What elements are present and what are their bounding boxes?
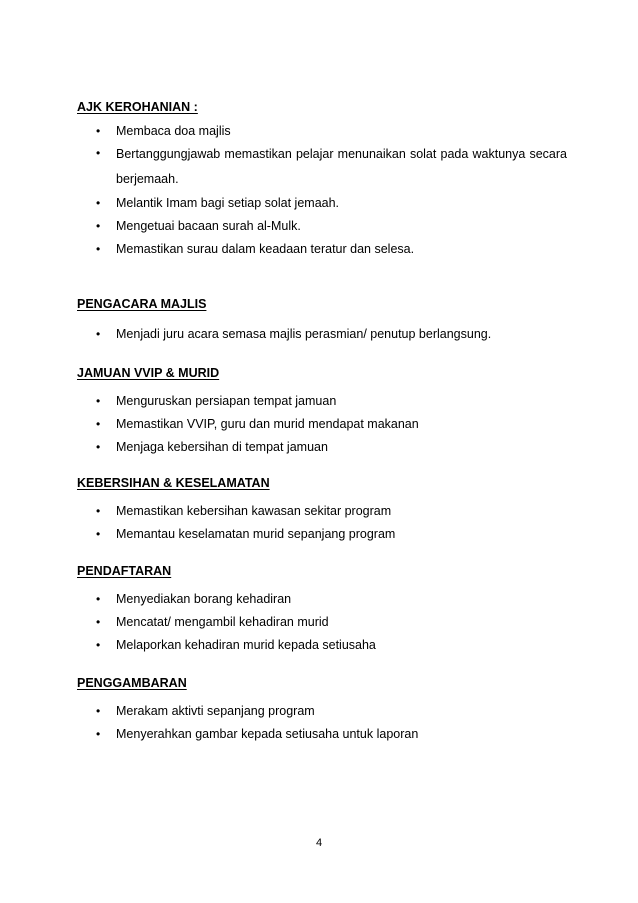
list-item-text: Menyediakan borang kehadiran bbox=[116, 592, 292, 606]
bullet-icon: • bbox=[96, 727, 101, 741]
bullet-icon: • bbox=[96, 146, 101, 160]
bullet-list bbox=[77, 700, 567, 746]
list-item bbox=[77, 723, 567, 746]
bullet-icon: • bbox=[96, 638, 101, 652]
section-heading: KEBERSIHAN & KESELAMATAN bbox=[77, 476, 270, 490]
bullet-icon: • bbox=[96, 440, 101, 454]
section-heading: JAMUAN VVIP & MURID bbox=[77, 366, 220, 380]
bullet-icon: • bbox=[96, 327, 101, 341]
list-item-text: Bertanggungjawab memastikan pelajar menunaikan solat pada waktunya secara berjemaah. bbox=[116, 147, 567, 186]
list-item-text: Membaca doa majlis bbox=[116, 124, 231, 138]
list-item-text: Mencatat/ mengambil kehadiran murid bbox=[116, 615, 329, 629]
section-penggambaran bbox=[77, 676, 567, 746]
list-item-text: Memantau keselamatan murid sepanjang program bbox=[116, 527, 396, 541]
bullet-icon: • bbox=[96, 592, 101, 606]
list-item-text: Mengetuai bacaan surah al-Mulk. bbox=[116, 219, 301, 233]
list-item bbox=[77, 215, 567, 238]
list-item-text: Memastikan surau dalam keadaan teratur dan selesa. bbox=[116, 242, 415, 256]
bullet-icon: • bbox=[96, 124, 101, 138]
list-item bbox=[77, 120, 567, 143]
section-kebersihan-keselamatan bbox=[77, 476, 567, 546]
list-item-text: Melaporkan kehadiran murid kepada setiusaha bbox=[116, 638, 376, 652]
list-item bbox=[77, 588, 567, 611]
bullet-icon: • bbox=[96, 527, 101, 541]
list-item-text: Menjadi juru acara semasa majlis perasmian/ penutup berlangsung. bbox=[116, 327, 492, 341]
bullet-icon: • bbox=[96, 504, 101, 518]
section-heading: PENDAFTARAN bbox=[77, 564, 172, 578]
bullet-list bbox=[77, 588, 567, 657]
bullet-list bbox=[77, 500, 567, 546]
section-pengacara-majlis bbox=[77, 297, 567, 346]
section-ajk-kerohanian bbox=[77, 100, 567, 261]
list-item bbox=[77, 436, 567, 459]
section-heading: AJK KEROHANIAN : bbox=[77, 100, 198, 114]
bullet-icon: • bbox=[96, 196, 101, 210]
list-item bbox=[77, 523, 567, 546]
list-item bbox=[77, 413, 567, 436]
list-item-text: Memastikan VVIP, guru dan murid mendapat makanan bbox=[116, 417, 419, 431]
bullet-icon: • bbox=[96, 615, 101, 629]
list-item-text: Melantik Imam bagi setiap solat jemaah. bbox=[116, 196, 340, 210]
section-heading: PENGACARA MAJLIS bbox=[77, 297, 207, 311]
list-item-text: Menguruskan persiapan tempat jamuan bbox=[116, 394, 337, 408]
list-item bbox=[77, 611, 567, 634]
list-item-text: Memastikan kebersihan kawasan sekitar program bbox=[116, 504, 392, 518]
list-item bbox=[77, 238, 567, 261]
list-item bbox=[77, 142, 567, 192]
page-number: 4 bbox=[315, 837, 323, 849]
bullet-list bbox=[77, 390, 567, 459]
bullet-icon: • bbox=[96, 242, 101, 256]
list-item bbox=[77, 634, 567, 657]
list-item bbox=[77, 192, 567, 215]
list-item-text: Menjaga kebersihan di tempat jamuan bbox=[116, 440, 328, 454]
bullet-icon: • bbox=[96, 219, 101, 233]
list-item bbox=[77, 323, 567, 346]
bullet-icon: • bbox=[96, 394, 101, 408]
bullet-icon: • bbox=[96, 704, 101, 718]
list-item bbox=[77, 700, 567, 723]
bullet-list bbox=[77, 120, 567, 261]
list-item-text: Merakam aktivti sepanjang program bbox=[116, 704, 315, 718]
section-jamuan bbox=[77, 366, 567, 459]
section-heading: PENGGAMBARAN bbox=[77, 676, 187, 690]
section-pendaftaran bbox=[77, 564, 567, 657]
list-item-text: Menyerahkan gambar kepada setiusaha untuk laporan bbox=[116, 727, 419, 741]
list-item bbox=[77, 390, 567, 413]
bullet-list bbox=[77, 323, 567, 346]
bullet-icon: • bbox=[96, 417, 101, 431]
list-item bbox=[77, 500, 567, 523]
